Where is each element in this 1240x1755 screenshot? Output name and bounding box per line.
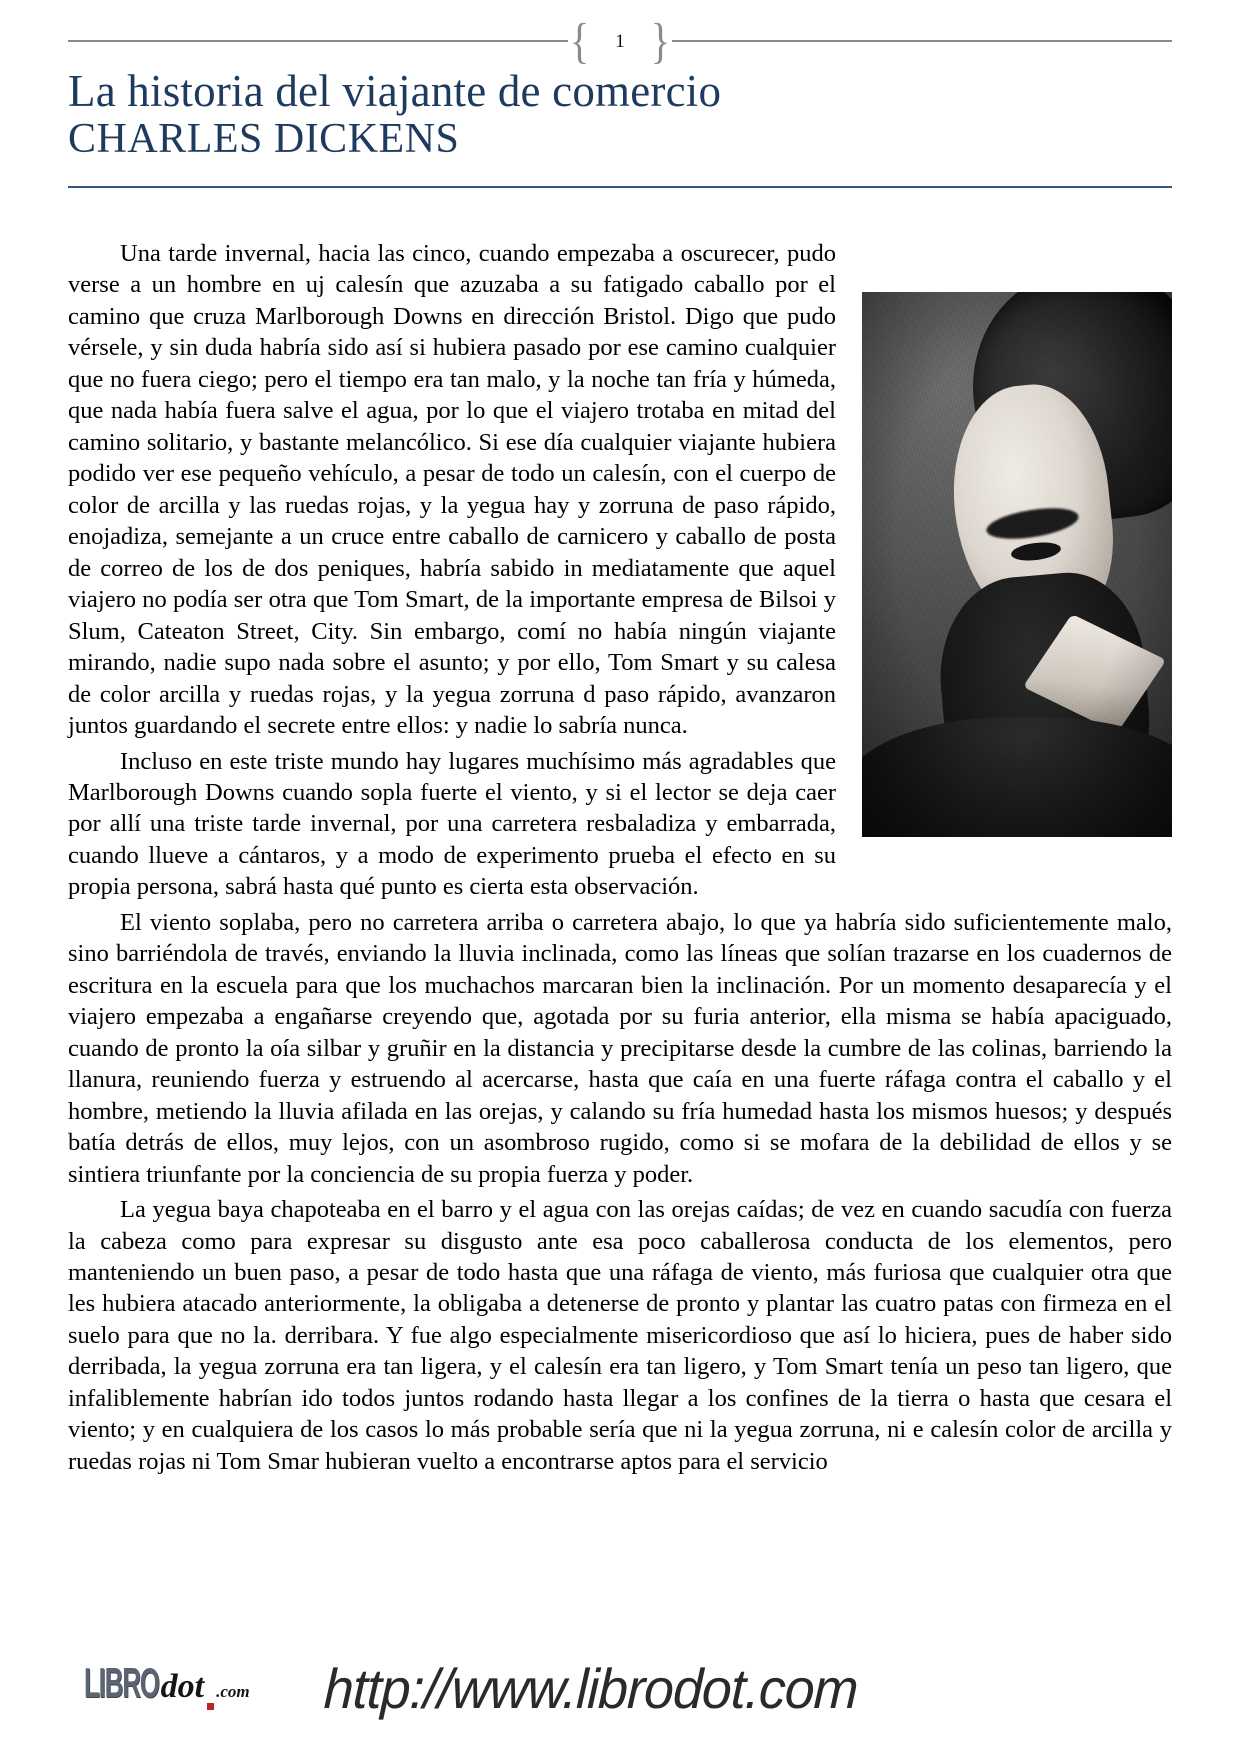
portrait-vignette <box>862 292 1172 837</box>
author-name: CHARLES DICKENS <box>68 116 460 163</box>
page-title: La historia del viajante de comercio <box>68 66 722 116</box>
logo-libro-text: LIBRO <box>84 1659 159 1706</box>
brace-left-icon: { <box>570 12 590 69</box>
logo-com-text: .com <box>216 1682 250 1701</box>
logo-red-dot-icon <box>207 1703 214 1710</box>
logo-dot-text: dot <box>160 1668 205 1705</box>
page-footer <box>84 1648 1144 1728</box>
page-number-frame <box>568 12 672 69</box>
body-paragraph: Una tarde invernal, hacia las cinco, cuando empezaba a oscurecer, pudo verse a un hombre en uj calesín que azuzaba a su fatigado caballo por el camino que cruza Marlborough Downs en dirección Bristol. Digo que pudo vérsele, y sin duda habría sido así si hubiera pasado por ese camino cualquier que no fuera ciego; pero el tiempo era tan malo, y la noche tan fría y húmeda, que nada había fuera salve el agua, por lo que el viajero trotaba en mitad del camino solitario, y bastante melancólico. Si ese día cualquier viajante hubiera podido ver ese pequeño vehículo, a pesar de todo un calesín, con el cuerpo de color de arcilla y las ruedas rojas, y la yegua hay y zorruna de paso rápido, enojadiza, semejante a un cruce entre caballo de carnicero y caballo de posta de correo de los de dos peniques, habría sabido in mediatamente que aquel viajero no podía ser otra que Tom Smart, de la importante empresa de Bilsoi y Slum, Cateaton Street, City. Sin embargo, comí no había ningún viajante mirando, nadie supo nada sobre el asunto; y por ello, Tom Smart y su calesa de color arcilla y ruedas rojas, y la yegua zorruna d paso rápido, avanzaron juntos guardando el secrete entre ellos: y nadie lo sabría nunca. <box>68 240 836 740</box>
header-rule-left <box>68 40 568 42</box>
page-header <box>68 12 1172 69</box>
charles-dickens-portrait <box>862 292 1172 837</box>
brace-right-icon: } <box>650 12 670 69</box>
body-text-area <box>68 238 1172 1477</box>
title-block <box>68 66 1172 163</box>
header-rule-right <box>672 40 1172 42</box>
title-divider <box>68 186 1172 188</box>
librodot-logo[interactable] <box>84 1659 250 1714</box>
body-paragraph: Incluso en este triste mundo hay lugares muchísimo más agradables que Marlborough Downs cuando sopla fuerte el viento, y si el lector se deja caer por allí una triste tarde invernal, por una carretera resbaladiza y embarrada, cuando llueve a cántaros, y a modo de experimento prueba el efecto en su propia persona, sabrá hasta qué punto es cierta esta observación. <box>68 747 836 901</box>
footer-url[interactable]: http://www.librodot.com <box>322 1656 859 1720</box>
body-paragraph: El viento soplaba, pero no carretera arriba o carretera abajo, lo que ya habría sido suficientemente malo, sino barriéndola de través, enviando la lluvia inclinada, como las líneas que solían trazarse en los cuadernos de escritura en la escuela para que los muchachos marcaran bien la inclinación. Por un momento desaparecía y el viajero empezaba a engañarse creyendo que, agotada por su furia anterior, ella misma se había apaciguado, cuando de pronto la oía silbar y gruñir en la distancia y precipitarse desde la cumbre de las colinas, barriendo la llanura, reuniendo fuerza y estruendo al acercarse, hasta que caía en una fuerte ráfaga contra el caballo y el hombre, metiendo la lluvia afilada en las orejas, y calando su fría humedad hasta los mismos huesos; y después batía detrás de ellos, muy lejos, con un asombroso rugido, como si se mofara de la debilidad de ellos y se sintiera triunfante por la conciencia de su propia fuerza y poder. <box>68 908 1172 1188</box>
page-number: 1 <box>615 30 625 52</box>
body-paragraph: La yegua baya chapoteaba en el barro y el agua con las orejas caídas; de vez en cuando sacudía con fuerza la cabeza como para expresar su disgusto ante esa poco caballerosa conducta de los elementos, pero manteniendo un buen paso, a pesar de todo hasta que una ráfaga de viento, más furiosa que cualquier otra que les hubiera atacado anteriormente, la obligaba a detenerse de pronto y plantar las cuatro patas con firmeza en el suelo para que no la. derribara. Y fue algo especialmente misericordioso que así lo hiciera, pues de haber sido derribada, la yegua zorruna era tan ligera, y el calesín era tan ligero, y Tom Smart tenía un peso tan ligero, que infaliblemente habrían ido todos juntos rodando hasta llegar a los confines de la tierra o hasta que cesara el viento; y en cualquiera de los casos lo más probable sería que ni la yegua zorruna, ni e calesín color de arcilla y ruedas rojas ni Tom Smar hubieran vuelto a encontrarse aptos para el servicio <box>68 1196 1172 1475</box>
